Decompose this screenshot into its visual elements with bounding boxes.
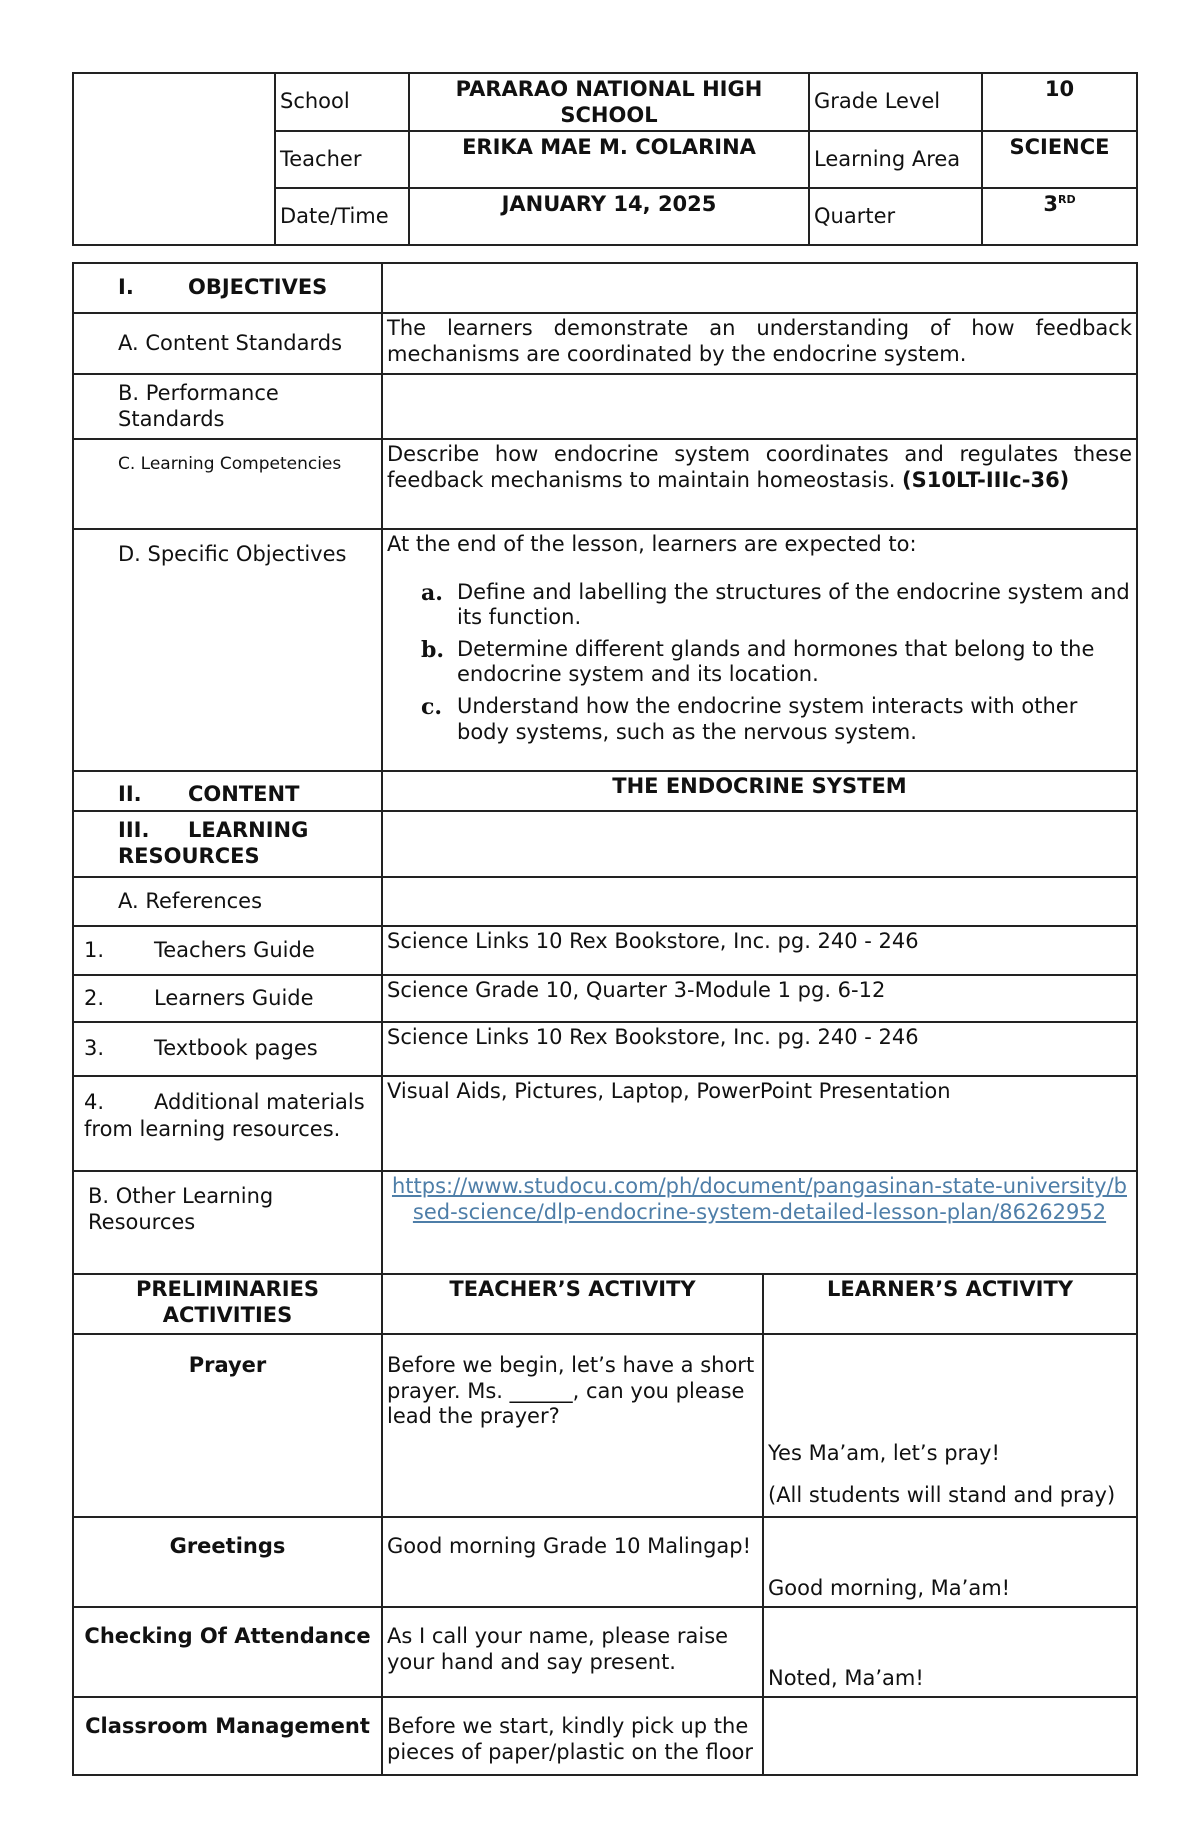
textbook-pages-label xyxy=(73,1022,382,1076)
list-item-text: Define and labelling the structures of the endocrine system and its function. xyxy=(457,579,1130,630)
references-value xyxy=(382,877,1137,926)
grade-level-label: Grade Level xyxy=(809,73,982,131)
list-item-text: Understand how the endocrine system interacts with other body systems, such as the nervous system. xyxy=(457,694,1078,744)
table-row xyxy=(73,1607,1137,1697)
textbook-pages-text: Textbook pages xyxy=(154,1036,318,1061)
learning-resources-value xyxy=(382,811,1137,877)
objectives-heading-value xyxy=(382,263,1137,313)
learning-competencies-text: Describe how endocrine system coordinates and regulates these feedback mechanisms to maintain homeostasis. xyxy=(387,442,1132,492)
specific-objectives-intro: At the end of the lesson, learners are expected to: xyxy=(387,532,917,556)
content-standards-label: A. Content Standards xyxy=(73,313,382,374)
list-item xyxy=(421,694,1132,745)
learning-competencies-label: C. Learning Competencies xyxy=(73,439,382,529)
content-heading-text: CONTENT xyxy=(188,782,300,807)
list-item-letter: b. xyxy=(421,636,445,663)
specific-objectives-list xyxy=(387,580,1132,746)
additional-materials-label xyxy=(73,1076,382,1171)
learner-activity xyxy=(763,1334,1137,1517)
teachers-guide-label xyxy=(73,926,382,975)
content-standards-text: The learners demonstrate an understanding of how feedback mechanisms are coordinated by the endocrine system. xyxy=(382,313,1137,374)
learner-activity: Good morning, Ma’am! xyxy=(763,1517,1137,1607)
learning-competencies-cell xyxy=(382,439,1137,529)
lesson-plan-table xyxy=(72,262,1138,1776)
quarter-number: 3 xyxy=(1043,192,1058,217)
learning-resources-number: III. xyxy=(118,818,150,843)
header-table xyxy=(72,72,1138,246)
performance-standards-label: B. Performance Standards xyxy=(73,374,382,439)
teacher-value: ERIKA MAE M. COLARINA xyxy=(409,131,809,188)
list-item-letter: a. xyxy=(421,579,443,606)
objectives-heading xyxy=(73,263,382,313)
list-item xyxy=(421,579,1132,631)
list-item-text: Determine different glands and hormones that belong to the endocrine system and its location. xyxy=(457,636,1095,687)
references-label: A. References xyxy=(73,877,382,926)
learners-guide-value: Science Grade 10, Quarter 3-Module 1 pg. 6-12 xyxy=(382,975,1137,1022)
quarter-label: Quarter xyxy=(809,188,982,245)
learner-response: Yes Ma’am, let’s pray! xyxy=(768,1441,1000,1465)
learners-guide-number: 2. xyxy=(84,985,105,1010)
school-value: PARARAO NATIONAL HIGH SCHOOL xyxy=(409,73,809,131)
learning-competencies-code: (S10LT-IIIc-36) xyxy=(902,467,1070,492)
objectives-heading-number: I. xyxy=(118,275,134,300)
grade-level-value: 10 xyxy=(982,73,1137,131)
learning-area-value: SCIENCE xyxy=(982,131,1137,188)
activity-name: Checking Of Attendance xyxy=(73,1607,382,1697)
content-heading-number: II. xyxy=(118,782,142,807)
content-topic: THE ENDOCRINE SYSTEM xyxy=(382,771,1137,811)
preliminaries-header: PRELIMINARIES ACTIVITIES xyxy=(73,1274,382,1334)
learning-area-label: Learning Area xyxy=(809,131,982,188)
performance-standards-text xyxy=(382,374,1137,439)
learning-resources-text: LEARNING RESOURCES xyxy=(118,818,309,868)
specific-objectives-label: D. Specific Objectives xyxy=(73,529,382,771)
learners-guide-label xyxy=(73,975,382,1022)
other-resources-label: B. Other Learning Resources xyxy=(73,1171,382,1274)
logo-cell xyxy=(73,73,275,245)
table-row xyxy=(73,1334,1137,1517)
additional-materials-text: Additional materials from learning resources. xyxy=(84,1090,365,1141)
learners-activity-header: LEARNER’S ACTIVITY xyxy=(763,1274,1137,1334)
date-time-label: Date/Time xyxy=(275,188,409,245)
activity-name: Classroom Management xyxy=(73,1697,382,1775)
specific-objectives-cell xyxy=(382,529,1137,771)
quarter-value xyxy=(982,188,1137,245)
table-row xyxy=(73,1697,1137,1775)
quarter-suffix: RD xyxy=(1058,193,1076,207)
content-heading xyxy=(73,771,382,811)
learner-activity xyxy=(763,1697,1137,1775)
activity-name: Prayer xyxy=(73,1334,382,1517)
learners-guide-text: Learners Guide xyxy=(154,985,314,1010)
objectives-heading-text: OBJECTIVES xyxy=(188,275,328,300)
teacher-activity: Before we begin, let’s have a short prayer. Ms. ______, can you please lead the prayer? xyxy=(382,1334,763,1517)
teacher-activity: Before we start, kindly pick up the pieces of paper/plastic on the floor xyxy=(382,1697,763,1775)
other-resources-cell xyxy=(382,1171,1137,1274)
teachers-guide-text: Teachers Guide xyxy=(154,937,315,962)
teachers-guide-number: 1. xyxy=(84,937,105,962)
textbook-pages-number: 3. xyxy=(84,1036,105,1061)
school-label: School xyxy=(275,73,409,131)
list-item-letter: c. xyxy=(421,694,443,721)
teachers-guide-value: Science Links 10 Rex Bookstore, Inc. pg. 240 - 246 xyxy=(382,926,1137,975)
learner-response-note: (All students will stand and pray) xyxy=(768,1482,1116,1507)
teacher-activity: Good morning Grade 10 Malingap! xyxy=(382,1517,763,1607)
teachers-activity-header: TEACHER’S ACTIVITY xyxy=(382,1274,763,1334)
activity-name: Greetings xyxy=(73,1517,382,1607)
teacher-activity: As I call your name, please raise your hand and say present. xyxy=(382,1607,763,1697)
additional-materials-number: 4. xyxy=(84,1090,105,1114)
date-time-value: JANUARY 14, 2025 xyxy=(409,188,809,245)
teacher-label: Teacher xyxy=(275,131,409,188)
additional-materials-value: Visual Aids, Pictures, Laptop, PowerPoint Presentation xyxy=(382,1076,1137,1171)
table-row xyxy=(73,1517,1137,1607)
textbook-pages-value: Science Links 10 Rex Bookstore, Inc. pg. 240 - 246 xyxy=(382,1022,1137,1076)
other-resources-link[interactable]: https://www.studocu.com/ph/document/pangasinan-state-university/bsed-science/dlp-endocrine-system-detailed-lesson-plan/86262952 xyxy=(391,1174,1127,1224)
learning-resources-heading xyxy=(73,811,382,877)
learner-activity: Noted, Ma’am! xyxy=(763,1607,1137,1697)
list-item xyxy=(421,636,1132,688)
